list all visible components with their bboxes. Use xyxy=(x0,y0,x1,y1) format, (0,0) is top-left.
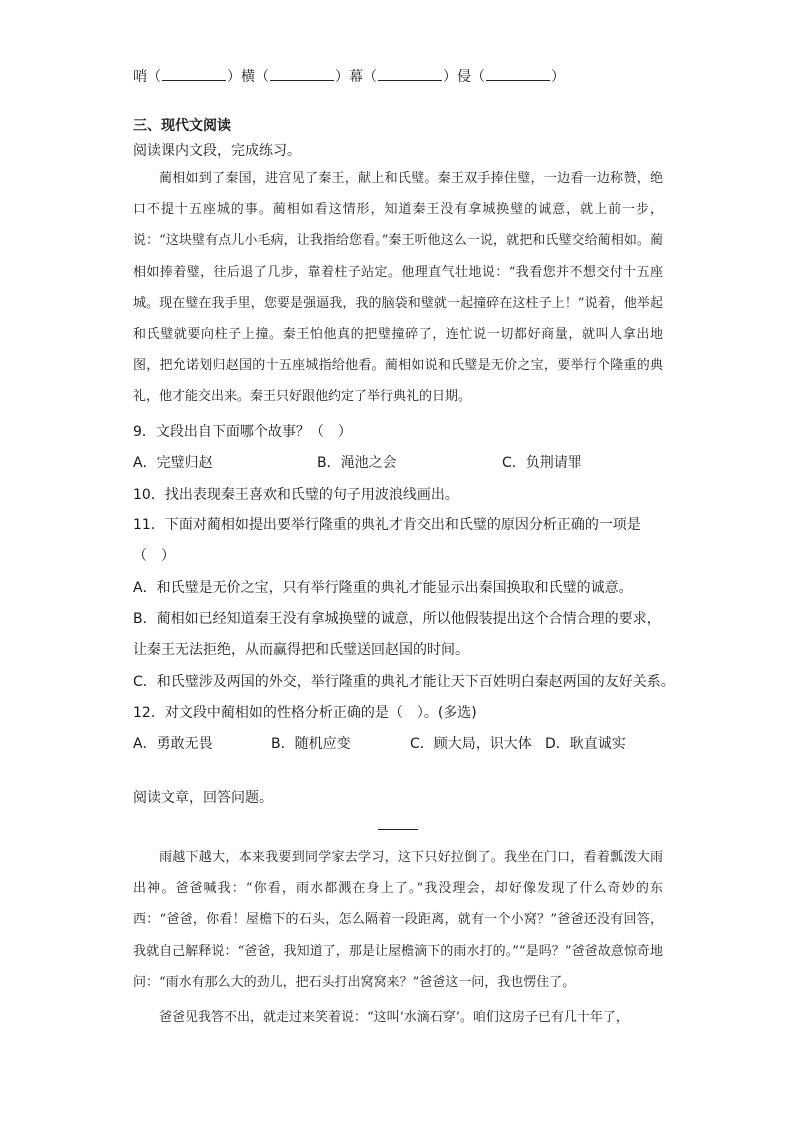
q11-option-a[interactable]: A．和氏璧是无价之宝，只有举行隆重的典礼才能显示出秦国换取和氏璧的诚意。 xyxy=(133,580,633,596)
reading-passage-2 xyxy=(133,842,663,1033)
section-instruction: 阅读课内文段，完成练习。 xyxy=(133,143,301,159)
question-9: 9．文段出自下面哪个故事？（ ） xyxy=(133,424,352,440)
answer-blank[interactable] xyxy=(378,68,442,81)
q12-option-a[interactable]: A．勇敢无畏 xyxy=(133,736,213,752)
reading-instruction: 阅读文章，回答问题。 xyxy=(133,790,273,806)
q11-option-b-continued: 让秦王无法拒绝，从而赢得把和氏璧送回赵国的时间。 xyxy=(133,642,469,658)
q12-option-d[interactable]: D．耿直诚实 xyxy=(545,736,626,752)
answer-blank[interactable] xyxy=(486,68,550,81)
q11-option-c[interactable]: C．和氏璧涉及两国的外交，举行隆重的典礼才能让天下百姓明白秦赵两国的友好关系。 xyxy=(133,674,675,690)
question-10: 10．找出表现秦王喜欢和氏璧的句子用波浪线画出。 xyxy=(133,487,459,503)
question-11: 11．下面对蔺相如提出要举行隆重的典礼才肯交出和氏璧的原因分析正确的一项是 xyxy=(133,517,641,533)
q9-option-a[interactable]: A．完璧归赵 xyxy=(133,455,213,471)
fill-item: 侵（ ） xyxy=(457,69,565,85)
q11-option-b[interactable]: B．蔺相如已经知道秦王没有拿城换璧的诚意，所以他假装提出这个合情合理的要求， xyxy=(133,611,661,627)
fill-item: 横（ ） xyxy=(241,69,349,85)
passage-paragraph: 雨越下越大，本来我要到同学家去学习，这下只好拉倒了。我坐在门口，看着瓢泼大雨出神。爸爸喊我：“你看，雨水都溅在身上了。”我没理会，却好像发现了什么奇妙的东西：“爸爸，你看！屋檐下的石头，怎么隔着一段距离，就有一个小窝？”爸爸还没有回答，我就自己解释说：“爸爸，我知道了，那是让屋檐滴下的雨水打的。”“是吗？”爸爸故意惊奇地问：“雨水有那么大的劲儿，把石头打出窝窝来？”爸爸这一问，我也愣住了。 xyxy=(133,850,663,990)
q12-option-b[interactable]: B．随机应变 xyxy=(271,736,351,752)
answer-blank[interactable] xyxy=(270,68,334,81)
reading-passage-1 xyxy=(133,163,663,413)
q12-option-c[interactable]: C．顾大局，识大体 xyxy=(410,736,532,752)
fill-item: 幕（ ） xyxy=(349,69,457,85)
pinyin-fill-row xyxy=(133,66,565,86)
passage-paragraph: 蔺相如到了秦国，进宫见了秦王，献上和氏璧。秦王双手捧住璧，一边看一边称赞，绝口不提十五座城的事。蔺相如看这情形，知道秦王没有拿城换璧的诚意，就上前一步，说：“这块璧有点儿小毛病，让我指给您看。”秦王听他这么一说，就把和氏璧交给蔺相如。蔺相如捧着璧，往后退了几步，靠着柱子站定。他理直气壮地说：“我看您并不想交付十五座城。现在璧在我手里，您要是强逼我，我的脑袋和璧就一起撞碎在这柱子上！”说着，他举起和氏璧就要向柱子上撞。秦王怕他真的把璧撞碎了，连忙说一切都好商量，就叫人拿出地图，把允诺划归赵国的十五座城指给他看。蔺相如说和氏璧是无价之宝，要举行个隆重的典礼，他才能交出来。秦王只好跟他约定了举行典礼的日期。 xyxy=(133,171,663,405)
q9-option-b[interactable]: B．渑池之会 xyxy=(317,455,397,471)
passage-paragraph: 爸爸见我答不出，就走过来笑着说：“这叫‘水滴石穿’。咱们这房子已有几十年了， xyxy=(159,1010,629,1026)
question-12: 12．对文段中蔺相如的性格分析正确的是（ ）。(多选) xyxy=(133,705,477,721)
q11-answer-paren: （ ） xyxy=(133,548,175,564)
q9-option-c[interactable]: C．负荆请罪 xyxy=(502,455,582,471)
fill-item: 哨（ ） xyxy=(133,69,241,85)
answer-blank[interactable] xyxy=(162,68,226,81)
section-title: 三、现代文阅读 xyxy=(133,118,231,134)
title-divider xyxy=(378,829,418,830)
